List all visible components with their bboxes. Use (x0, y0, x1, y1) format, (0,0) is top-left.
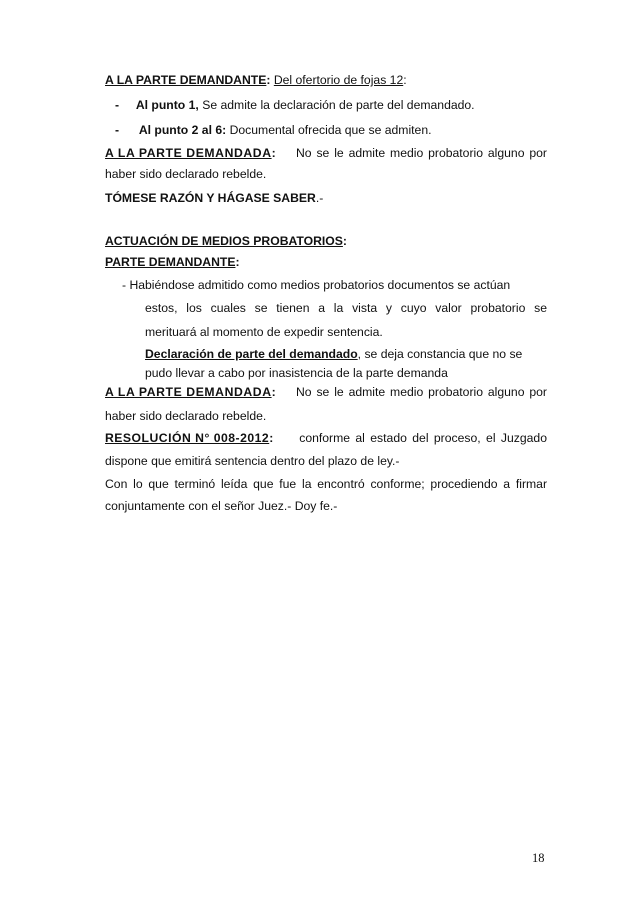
resolucion-colon: : (269, 431, 274, 445)
demandante-heading-line (105, 72, 407, 88)
demandada-2-line-1 (105, 384, 547, 400)
demandante-item-2 (115, 122, 431, 138)
demandada-2-text-2: haber sido declarado rebelde. (105, 409, 267, 423)
declaracion-text: , se deja constancia que no se (357, 347, 523, 361)
demandante-item-1 (115, 97, 475, 113)
item-dash: - (115, 123, 120, 137)
demandada-2-colon: : (271, 385, 276, 399)
declaracion-label: Declaración de parte del demandado (145, 347, 358, 361)
item-dash: - (115, 98, 120, 112)
actuacion-colon: : (342, 234, 347, 248)
parte-demandante-colon: : (235, 255, 240, 269)
demandante-heading-colon: : (266, 73, 271, 87)
closing-line-2: conjuntamente con el señor Juez.- Doy fe.- (105, 499, 338, 513)
declaracion-line (145, 346, 522, 362)
page-number: 18 (532, 851, 545, 865)
demandada-1-line-1 (105, 145, 547, 161)
parte-demandante-item-2: estos, los cuales se tienen a la vista y cuyo valor probatorio se (145, 301, 547, 315)
closing-line-1: Con lo que terminó leída que fue la encontró conforme; procediendo a firmar (105, 477, 547, 491)
item-label: Al punto 2 al 6: (138, 123, 227, 137)
resolucion-text-1: conforme al estado del proceso, el Juzgado (299, 431, 547, 445)
demandada-1-text-1: No se le admite medio probatorio alguno por (295, 146, 547, 160)
parte-demandante-item-3: merituará al momento de expedir sentencia. (145, 325, 383, 339)
demandante-source-colon: : (403, 73, 407, 87)
parte-demandante-item-1: - Habiéndose admitido como medios probatorios documentos se actúan (122, 278, 511, 292)
demandada-2-text-1: No se le admite medio probatorio alguno por (295, 385, 547, 399)
actuacion-heading-line (105, 233, 347, 249)
item-label: Al punto 1, (135, 98, 199, 112)
demandante-heading: A LA PARTE DEMANDANTE (105, 73, 267, 87)
parte-demandante-heading: PARTE DEMANDANTE (105, 255, 236, 269)
tomese-end: .- (315, 191, 324, 205)
declaracion-line-2: pudo llevar a cabo por inasistencia de la parte demanda (145, 366, 448, 380)
demandada-1-colon: : (271, 146, 276, 160)
item-text: Se admite la declaración de parte del demandado. (202, 98, 475, 112)
demandada-2-heading: A LA PARTE DEMANDADA (105, 385, 272, 399)
actuacion-heading: ACTUACIÓN DE MEDIOS PROBATORIOS (105, 234, 343, 248)
tomese-text: TÓMESE RAZÓN Y HÁGASE SABER (105, 191, 316, 205)
tomese-line (105, 190, 323, 206)
resolucion-heading: RESOLUCIÓN N° 008-2012 (105, 431, 270, 445)
resolucion-text-2: dispone que emitirá sentencia dentro del plazo de ley.- (105, 454, 400, 468)
item-text: Documental ofrecida que se admiten. (229, 123, 432, 137)
demandada-1-text-2: haber sido declarado rebelde. (105, 167, 267, 181)
resolucion-line-1 (105, 430, 547, 446)
demandada-1-heading: A LA PARTE DEMANDADA (105, 146, 272, 160)
parte-demandante-heading-line (105, 254, 240, 270)
demandante-source: Del ofertorio de fojas 12 (273, 73, 404, 87)
